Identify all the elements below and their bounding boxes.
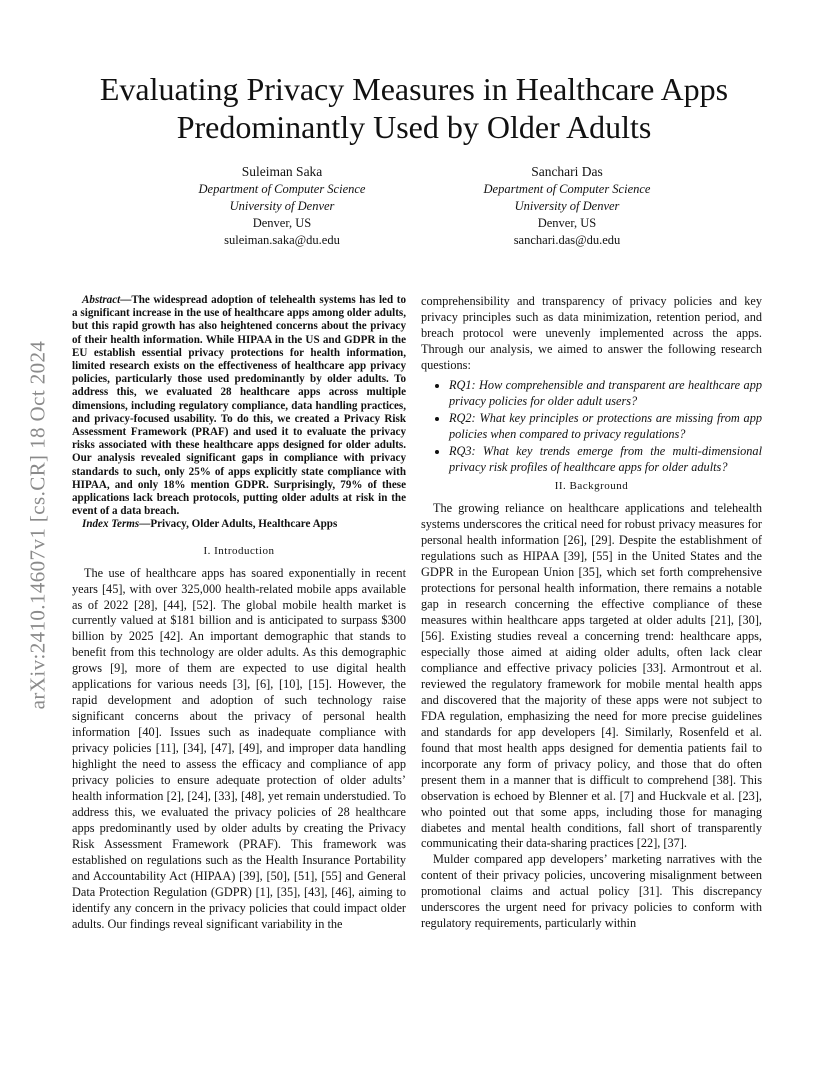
paper-title: Evaluating Privacy Measures in Healthcare Apps Predominantly Used by Older Adults bbox=[99, 71, 729, 145]
introduction-paragraph: The use of healthcare apps has soared exponentially in recent years [45], with over 325,000 health-related mobile apps available as of 2022 [28], [44], [52]. The global mobile health market is currently valued at $181 billion and is anticipated to surpass $300 billion by 2025 [42]. An important demographic that stands to benefit from this technology are older adults. As this demographic grows [9], more of them are expected to use digital health applications for various needs [3], [6], [10], [15]. However, the rapid development and adoption of such technology raise significant concerns about the privacy of personal health information [40]. Issues such as inadequate compliance with privacy policies [11], [34], [47], [49], and improper data handling highlight the need to assess the efficacy and compliance of app privacy policies to ensure adequate protection of older adults’ health information [2], [24], [33], [48], yet remain understudied. To address this, we evaluated the privacy policies of 28 healthcare apps predominantly used by older adults by creating the Privacy Risk Assessment Framework (PRAF). This framework was established on regulations such as the Health Insurance Portability and Accountability Act (HIPAA) [39], [50], [51], [55] and General Data Protection Regulation (GDPR) [1], [35], [43], [46], aiming to identify any concern in the privacy policies that could impact older adults. Our findings reveal significant variability in the bbox=[72, 565, 406, 931]
author-name: Sanchari Das bbox=[531, 164, 603, 179]
author-email: sanchari.das@du.edu bbox=[513, 233, 621, 247]
section-heading-background: II. Background bbox=[554, 480, 629, 493]
research-question: • RQ3: What key trends emerge from the multi-dimensional privacy risk profiles of healthcare apps for older adults? bbox=[449, 444, 762, 476]
author-university: University of Denver bbox=[229, 199, 335, 213]
research-questions-list bbox=[421, 378, 762, 476]
abstract-text: —The widespread adoption of telehealth systems has led to a significant increase in the use of healthcare apps among older adults, but this rapid growth has also heightened concerns about the privacy of their health information. While HIPAA in the US and GDPR in the EU establish essential privacy protections for health information, limited research exists on the effectiveness of healthcare app privacy policies, particularly those used predominantly by older adults. To address this, we evaluated 28 healthcare apps across multiple dimensions, including regulatory compliance, data handling practices, and privacy-focused usability. To do this, we created a Privacy Risk Assessment Framework (PRAF) and used it to evaluate the privacy risks associated with these healthcare apps designed for older adults. Our analysis revealed significant gaps in compliance with privacy standards to such, only 25% of apps explicitly state compliance with HIPAA, and only 18% mention GDPR. Surprisingly, 79% of these applications lack breach protocols, putting older adults at risk in the event of a data breach. bbox=[72, 294, 406, 518]
right-column bbox=[421, 294, 762, 932]
author-block-1 bbox=[152, 163, 412, 249]
left-column bbox=[72, 294, 406, 933]
author-department: Department of Computer Science bbox=[483, 182, 651, 196]
research-question: • RQ1: How comprehensible and transparent are healthcare app privacy policies for older adult users? bbox=[449, 378, 762, 410]
author-department: Department of Computer Science bbox=[198, 182, 366, 196]
background-paragraph: Mulder compared app developers’ marketing narratives with the content of their privacy policies, uncovering misalignment between promotional claims and actual policy [31]. This discrepancy underscores the urgent need for privacy policies to conform with regulatory requirements, particularly within bbox=[421, 852, 762, 931]
author-email: suleiman.saka@du.edu bbox=[224, 233, 340, 247]
background-paragraph: The growing reliance on healthcare applications and telehealth systems underscores the critical need for robust privacy measures for personal health information [26], [29]. Despite the establishment of regulations such as HIPAA [39], [55] in the United States and the GDPR in the European Union [35], which set forth comprehensive protections for personal health information, there remains a notable gap in research concerning the effective compliance of these measures within healthcare apps targeted at older adults [21], [30], [56]. Existing studies reveal a concerning trend: healthcare apps, especially those aimed at aiding older adults, often lack clear compliance and effective privacy policies [33]. Armontrout et al. reviewed the regulatory framework for mobile mental health apps and discovered that the majority of these apps were not subject to FDA regulation, emphasizing the need for more precise guidelines and standards for app developers [4]. Similarly, Rosenfeld et al. found that most health apps designed for dementia patients fail to incorporate any form of privacy policy, and those that do often present them in a manner that is difficult to comprehend [38]. This observation is echoed by Blenner et al. [7] and Huckvale et al. [23], who pointed out that some apps, including those for managing diabetes and mental health conditions, fall short of transparently communicating their data-sharing practices [22], [37]. bbox=[421, 501, 762, 851]
author-location: Denver, US bbox=[252, 216, 312, 230]
index-terms-label: Index Terms bbox=[82, 518, 140, 531]
author-location: Denver, US bbox=[537, 216, 597, 230]
index-terms-text: —Privacy, Older Adults, Healthcare Apps bbox=[139, 518, 338, 531]
author-name: Suleiman Saka bbox=[241, 164, 323, 179]
author-university: University of Denver bbox=[514, 199, 620, 213]
abstract-label: Abstract bbox=[82, 294, 121, 306]
research-question: • RQ2: What key principles or protections are missing from app policies when compared to privacy regulations? bbox=[449, 411, 762, 443]
section-heading-introduction: I. Introduction bbox=[203, 544, 275, 557]
arxiv-identifier: arXiv:2410.14607v1 [cs.CR] 18 Oct 2024 bbox=[25, 340, 50, 710]
author-block-2 bbox=[437, 163, 697, 249]
abstract bbox=[72, 294, 406, 518]
index-terms bbox=[72, 518, 406, 531]
introduction-continuation: comprehensibility and transparency of privacy policies and key privacy principles such as data minimization, retention period, and breach protocol were unevenly implemented across the apps. Through our analysis, we aimed to answer the following research questions: bbox=[421, 294, 762, 372]
